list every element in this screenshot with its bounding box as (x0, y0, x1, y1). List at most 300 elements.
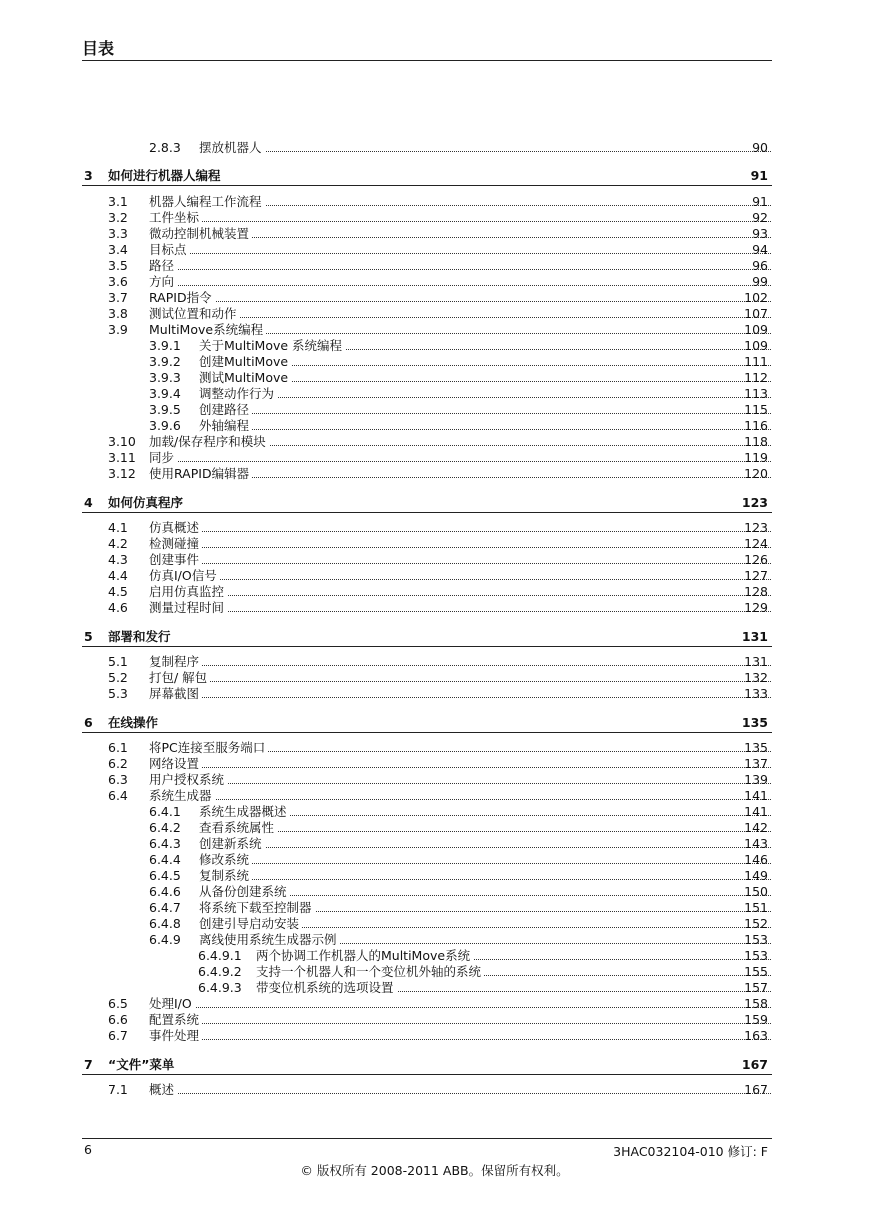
toc-entry-number: 5.1 (108, 654, 128, 669)
toc-entry (0, 258, 869, 274)
toc-entry-number: 4.6 (108, 600, 128, 615)
toc-entry-title-text: 支持一个机器人和一个变位机外轴的系统 (256, 964, 484, 979)
toc-entry-page: 152 (744, 916, 768, 931)
toc-entry-number: 5.2 (108, 670, 128, 685)
toc-entry (0, 948, 869, 964)
toc-entry-title (149, 654, 771, 670)
toc-entry-number: 3.5 (108, 258, 128, 273)
toc-entry (0, 964, 869, 980)
toc-entry-page: 151 (744, 900, 768, 915)
toc-entry-title-text: 概述 (149, 1082, 177, 1097)
toc-entry-title (199, 820, 771, 836)
toc-entry-page: 118 (744, 434, 768, 449)
dot-leader (199, 413, 771, 414)
dot-leader (149, 697, 771, 698)
toc-entry-page: 167 (744, 1082, 768, 1097)
toc-entry-title (149, 552, 771, 568)
chapter-divider (82, 732, 772, 733)
toc-entry-page: 135 (741, 715, 768, 730)
toc-entry-title (149, 306, 771, 322)
toc-chapter (0, 495, 869, 511)
toc-entry-page: 112 (744, 370, 768, 385)
toc-entry-number: 3.12 (108, 466, 136, 481)
toc-entry-page: 109 (744, 322, 768, 337)
toc-entry-title-text: 目标点 (149, 242, 190, 257)
toc-entry-page: 146 (744, 852, 768, 867)
footer-document-id: 3HAC032104-010 修订: F (613, 1144, 768, 1159)
toc-entry-title (149, 520, 771, 536)
toc-entry-number: 3.9 (108, 322, 128, 337)
toc-entry-number: 6.6 (108, 1012, 128, 1027)
toc-entry-page: 123 (741, 495, 768, 510)
dot-leader (149, 531, 771, 532)
dot-leader (199, 831, 771, 832)
toc-entry-title-text: 使用RAPID编辑器 (149, 466, 252, 481)
toc-entry (0, 226, 869, 242)
toc-entry-page: 92 (752, 210, 768, 225)
toc-entry-title-text: 部署和发行 (108, 629, 174, 644)
toc-entry-page: 119 (744, 450, 768, 465)
toc-entry-number: 3.8 (108, 306, 128, 321)
toc-entry-title-text: 创建MultiMove (199, 354, 291, 369)
dot-leader (149, 595, 771, 596)
toc-entry-number: 3.9.6 (149, 418, 181, 433)
toc-entry-number: 6.5 (108, 996, 128, 1011)
toc-entry-title (149, 788, 771, 804)
toc-entry-number: 3.1 (108, 194, 128, 209)
toc-entry-page: 99 (752, 274, 768, 289)
toc-entry-number: 6.7 (108, 1028, 128, 1043)
toc-entry-page: 102 (744, 290, 768, 305)
toc-entry-title (199, 140, 771, 156)
toc-entry-number: 6.4.7 (149, 900, 181, 915)
toc-entry (0, 210, 869, 226)
toc-entry (0, 194, 869, 210)
chapter-divider (82, 1074, 772, 1075)
toc-entry-title (149, 686, 771, 702)
toc-entry-title (199, 900, 771, 916)
toc-entry-number: 4.1 (108, 520, 128, 535)
toc-entry-title-text: 配置系统 (149, 1012, 202, 1027)
toc-entry (0, 402, 869, 418)
dot-leader (149, 1039, 771, 1040)
toc-entry (0, 600, 869, 616)
toc-entry (0, 434, 869, 450)
toc-entry-title (149, 434, 771, 450)
toc-entry-title-text: 用户授权系统 (149, 772, 227, 787)
toc-entry-page: 141 (744, 804, 768, 819)
dot-leader (149, 317, 771, 318)
toc-entry-page: 131 (744, 654, 768, 669)
toc-entry-number: 3.9.5 (149, 402, 181, 417)
dot-leader (199, 879, 771, 880)
toc-entry-title-text: 方向 (149, 274, 177, 289)
toc-entry-page: 94 (752, 242, 768, 257)
toc-entry-title (199, 836, 771, 852)
toc-entry-title-text: 复制系统 (199, 868, 252, 883)
toc-entry-title-text: 加载/保存程序和模块 (149, 434, 269, 449)
toc-entry-title (149, 1012, 771, 1028)
dot-leader (149, 767, 771, 768)
toc-entry-number: 5 (84, 629, 93, 644)
toc-entry-number: 6.4 (108, 788, 128, 803)
toc-entry (0, 386, 869, 402)
toc-entry-title (149, 290, 771, 306)
toc-entry-title-text: 离线使用系统生成器示例 (199, 932, 340, 947)
toc-entry-number: 6.4.3 (149, 836, 181, 851)
toc-entry (0, 370, 869, 386)
toc-entry-number: 6.4.9.2 (198, 964, 242, 979)
toc-entry (0, 274, 869, 290)
toc-entry (0, 804, 869, 820)
toc-entry-title-text: 仿真I/O信号 (149, 568, 220, 583)
footer-copyright: © 版权所有 2008-2011 ABB。保留所有权利。 (300, 1163, 569, 1178)
toc-entry-number: 3.6 (108, 274, 128, 289)
toc-entry-title-text: MultiMove系统编程 (149, 322, 266, 337)
toc-entry-title (108, 715, 771, 731)
toc-entry-page: 113 (744, 386, 768, 401)
dot-leader (149, 799, 771, 800)
toc-entry-number: 4.4 (108, 568, 128, 583)
dot-leader (149, 461, 771, 462)
toc-entry-title-text: 微动控制机械装置 (149, 226, 252, 241)
dot-leader (149, 1093, 771, 1094)
toc-entry-page: 143 (744, 836, 768, 851)
toc-entry (0, 772, 869, 788)
chapter-divider (82, 512, 772, 513)
toc-entry-title-text: 测量过程时间 (149, 600, 227, 615)
toc-entry-number: 6.4.8 (149, 916, 181, 931)
dot-leader (149, 221, 771, 222)
toc-entry (0, 242, 869, 258)
toc-entry (0, 552, 869, 568)
toc-entry-title-text: 如何进行机器人编程 (108, 168, 224, 183)
toc-entry-title-text: 创建路径 (199, 402, 252, 417)
toc-entry-number: 6.4.9.1 (198, 948, 242, 963)
toc-entry (0, 568, 869, 584)
toc-entry-page: 155 (744, 964, 768, 979)
toc-entry-title-text: 屏幕截图 (149, 686, 202, 701)
toc-entry-title (149, 756, 771, 772)
toc-entry-title-text: 从备份创建系统 (199, 884, 290, 899)
toc-entry-page: 159 (744, 1012, 768, 1027)
toc-entry-page: 153 (744, 948, 768, 963)
toc-entry-number: 3.9.4 (149, 386, 181, 401)
toc-entry (0, 1028, 869, 1044)
toc-chapter (0, 1057, 869, 1073)
toc-entry-number: 6.4.5 (149, 868, 181, 883)
toc-entry (0, 740, 869, 756)
dot-leader (149, 665, 771, 666)
toc-entry-title-text: 创建引导启动安装 (199, 916, 302, 931)
toc-entry-number: 3.9.3 (149, 370, 181, 385)
dot-leader (149, 579, 771, 580)
toc-entry-number: 3 (84, 168, 93, 183)
toc-entry-page: 137 (744, 756, 768, 771)
toc-entry-page: 133 (744, 686, 768, 701)
toc-entry-title (149, 600, 771, 616)
toc-entry-title-text: 创建事件 (149, 552, 202, 567)
toc-entry-title-text: 查看系统属性 (199, 820, 277, 835)
toc-entry-page: 120 (744, 466, 768, 481)
header-divider (82, 60, 772, 61)
toc-entry-number: 4.5 (108, 584, 128, 599)
toc-entry-title-text: 调整动作行为 (199, 386, 277, 401)
toc-entry-title (199, 932, 771, 948)
toc-entry-page: 141 (744, 788, 768, 803)
toc-entry-number: 6.1 (108, 740, 128, 755)
toc-entry-title-text: 修改系统 (199, 852, 252, 867)
toc-entry-title (108, 629, 771, 645)
toc-entry-number: 6.3 (108, 772, 128, 787)
toc-entry-title (256, 948, 771, 964)
toc-entry-number: 3.7 (108, 290, 128, 305)
toc-entry-title-text: 打包/ 解包 (149, 670, 210, 685)
toc-entry-title (149, 670, 771, 686)
toc-entry-title (199, 338, 771, 354)
toc-entry-title-text: 系统生成器概述 (199, 804, 290, 819)
toc-entry-page: 107 (744, 306, 768, 321)
toc-entry-title (149, 740, 771, 756)
toc-entry-title-text: 启用仿真监控 (149, 584, 227, 599)
toc-entry-title-text: 测试MultiMove (199, 370, 291, 385)
toc-entry-title-text: 检测碰撞 (149, 536, 202, 551)
toc-entry-title (199, 386, 771, 402)
toc-entry-number: 3.9.2 (149, 354, 181, 369)
toc-entry-page: 124 (744, 536, 768, 551)
toc-entry-title-text: 网络设置 (149, 756, 202, 771)
toc-entry-number: 4 (84, 495, 93, 510)
toc-entry-title (199, 402, 771, 418)
toc-entry-page: 157 (744, 980, 768, 995)
toc-entry-title (149, 1082, 771, 1098)
toc-entry-title-text: 同步 (149, 450, 177, 465)
toc-entry-page: 131 (741, 629, 768, 644)
toc-entry-page: 111 (744, 354, 768, 369)
dot-leader (199, 397, 771, 398)
toc-entry-number: 6.2 (108, 756, 128, 771)
toc-entry (0, 686, 869, 702)
toc-entry-page: 139 (744, 772, 768, 787)
toc-entry-number: 3.3 (108, 226, 128, 241)
toc-entry-title-text: 机器人编程工作流程 (149, 194, 265, 209)
toc-entry-number: 7 (84, 1057, 93, 1072)
dot-leader (149, 1007, 771, 1008)
dot-leader (149, 681, 771, 682)
toc-entry-title (149, 772, 771, 788)
toc-entry-number: 3.2 (108, 210, 128, 225)
toc-entry-number: 6.4.6 (149, 884, 181, 899)
toc-entry-title (199, 916, 771, 932)
footer-divider (82, 1138, 772, 1139)
toc-entry-title-text: 仿真概述 (149, 520, 202, 535)
toc-entry-page: 93 (752, 226, 768, 241)
toc-entry-number: 4.3 (108, 552, 128, 567)
toc-entry-page: 126 (744, 552, 768, 567)
dot-leader (199, 847, 771, 848)
toc-entry-title-text: 带变位机系统的选项设置 (256, 980, 397, 995)
toc-entry-page: 132 (744, 670, 768, 685)
dot-leader (149, 301, 771, 302)
toc-entry (0, 466, 869, 482)
toc-entry-page: 109 (744, 338, 768, 353)
chapter-divider (82, 185, 772, 186)
toc-entry (0, 418, 869, 434)
toc-entry (0, 820, 869, 836)
toc-entry (0, 290, 869, 306)
toc-entry-page: 91 (750, 168, 768, 183)
toc-entry-title (199, 418, 771, 434)
toc-entry-number: 3.10 (108, 434, 136, 449)
toc-entry-number: 3.11 (108, 450, 136, 465)
footer-page-number: 6 (84, 1142, 92, 1157)
dot-leader (149, 285, 771, 286)
toc-entry-number: 6 (84, 715, 93, 730)
toc-entry-page: 142 (744, 820, 768, 835)
toc-entry-title-text: “文件”菜单 (108, 1057, 177, 1072)
toc-chapter (0, 715, 869, 731)
toc-entry-page: 153 (744, 932, 768, 947)
toc-entry-number: 5.3 (108, 686, 128, 701)
toc-entry-title (199, 884, 771, 900)
toc-entry (0, 916, 869, 932)
toc-entry (0, 1082, 869, 1098)
toc-entry-number: 6.4.4 (149, 852, 181, 867)
dot-leader (199, 151, 771, 152)
toc-entry-title-text: 路径 (149, 258, 177, 273)
dot-leader (149, 1023, 771, 1024)
dot-leader (149, 269, 771, 270)
chapter-divider (82, 646, 772, 647)
toc-entry-title (149, 274, 771, 290)
toc-entry-title (108, 168, 771, 184)
toc-entry-page: 116 (744, 418, 768, 433)
toc-entry (0, 788, 869, 804)
toc-entry-page: 128 (744, 584, 768, 599)
toc-entry-page: 167 (741, 1057, 768, 1072)
toc-entry (0, 140, 869, 156)
toc-entry (0, 450, 869, 466)
toc-entry (0, 852, 869, 868)
toc-entry-title (199, 370, 771, 386)
toc-entry-title (149, 1028, 771, 1044)
toc-entry-number: 6.4.2 (149, 820, 181, 835)
dot-leader (149, 563, 771, 564)
toc-entry-title-text: 系统生成器 (149, 788, 215, 803)
toc-entry-title-text: 创建新系统 (199, 836, 265, 851)
toc-entry-title (149, 568, 771, 584)
toc-entry-number: 3.4 (108, 242, 128, 257)
toc-entry-title-text: 事件处理 (149, 1028, 202, 1043)
dot-leader (199, 429, 771, 430)
dot-leader (149, 253, 771, 254)
dot-leader (149, 783, 771, 784)
toc-entry-number: 6.4.9 (149, 932, 181, 947)
toc-entry-page: 96 (752, 258, 768, 273)
toc-entry-title-text: 测试位置和动作 (149, 306, 240, 321)
toc-entry-title (149, 584, 771, 600)
dot-leader (149, 611, 771, 612)
toc-entry (0, 996, 869, 1012)
toc-entry-number: 4.2 (108, 536, 128, 551)
toc-entry-title (149, 194, 771, 210)
toc-entry-page: 135 (744, 740, 768, 755)
toc-entry (0, 520, 869, 536)
toc-entry (0, 756, 869, 772)
toc-entry-number: 7.1 (108, 1082, 128, 1097)
dot-leader (149, 547, 771, 548)
toc-entry (0, 536, 869, 552)
toc-entry (0, 868, 869, 884)
toc-entry (0, 900, 869, 916)
toc-entry-number: 6.4.9.3 (198, 980, 242, 995)
toc-entry (0, 584, 869, 600)
toc-entry (0, 980, 869, 996)
toc-entry-title-text: 将PC连接至服务端口 (149, 740, 268, 755)
toc-entry-title-text: 在线操作 (108, 715, 161, 730)
toc-entry-title-text: 工件坐标 (149, 210, 202, 225)
toc-entry-title (108, 1057, 771, 1073)
toc-entry-title-text: 将系统下载至控制器 (199, 900, 315, 915)
toc-entry-title (199, 868, 771, 884)
toc-entry-page: 91 (752, 194, 768, 209)
toc-chapter (0, 168, 869, 184)
toc-entry (0, 884, 869, 900)
toc-entry-title-text: RAPID指令 (149, 290, 215, 305)
toc-entry (0, 306, 869, 322)
toc-entry (0, 354, 869, 370)
toc-entry-page: 129 (744, 600, 768, 615)
toc-entry-title-text: 复制程序 (149, 654, 202, 669)
toc-entry-number: 2.8.3 (149, 140, 181, 155)
toc-entry-page: 127 (744, 568, 768, 583)
toc-entry-title-text: 两个协调工作机器人的MultiMove系统 (256, 948, 473, 963)
toc-entry-title (149, 210, 771, 226)
toc-entry (0, 322, 869, 338)
toc-entry (0, 1012, 869, 1028)
toc-entry-title (108, 495, 771, 511)
toc-entry (0, 338, 869, 354)
toc-entry-page: 150 (744, 884, 768, 899)
page-title: 目表 (82, 39, 115, 58)
toc-entry-title (199, 852, 771, 868)
toc-chapter (0, 629, 869, 645)
toc-entry-title (199, 354, 771, 370)
toc-entry-title-text: 关于MultiMove 系统编程 (199, 338, 345, 353)
toc-entry-title-text: 如何仿真程序 (108, 495, 186, 510)
toc-entry-page: 163 (744, 1028, 768, 1043)
dot-leader (199, 863, 771, 864)
toc-entry-title (149, 226, 771, 242)
toc-entry-number: 3.9.1 (149, 338, 181, 353)
toc-entry-title (256, 980, 771, 996)
toc-entry (0, 654, 869, 670)
toc-entry (0, 836, 869, 852)
toc-entry-title (149, 536, 771, 552)
toc-entry-title (149, 450, 771, 466)
toc-entry-title (149, 242, 771, 258)
toc-entry-page: 115 (744, 402, 768, 417)
toc-entry-title (256, 964, 771, 980)
toc-entry-page: 149 (744, 868, 768, 883)
toc-entry-page: 123 (744, 520, 768, 535)
toc-entry-page: 158 (744, 996, 768, 1011)
toc-entry (0, 932, 869, 948)
toc-entry-title (149, 258, 771, 274)
toc-entry-title-text: 处理I/O (149, 996, 195, 1011)
toc-entry-title (149, 996, 771, 1012)
toc-entry-title (199, 804, 771, 820)
